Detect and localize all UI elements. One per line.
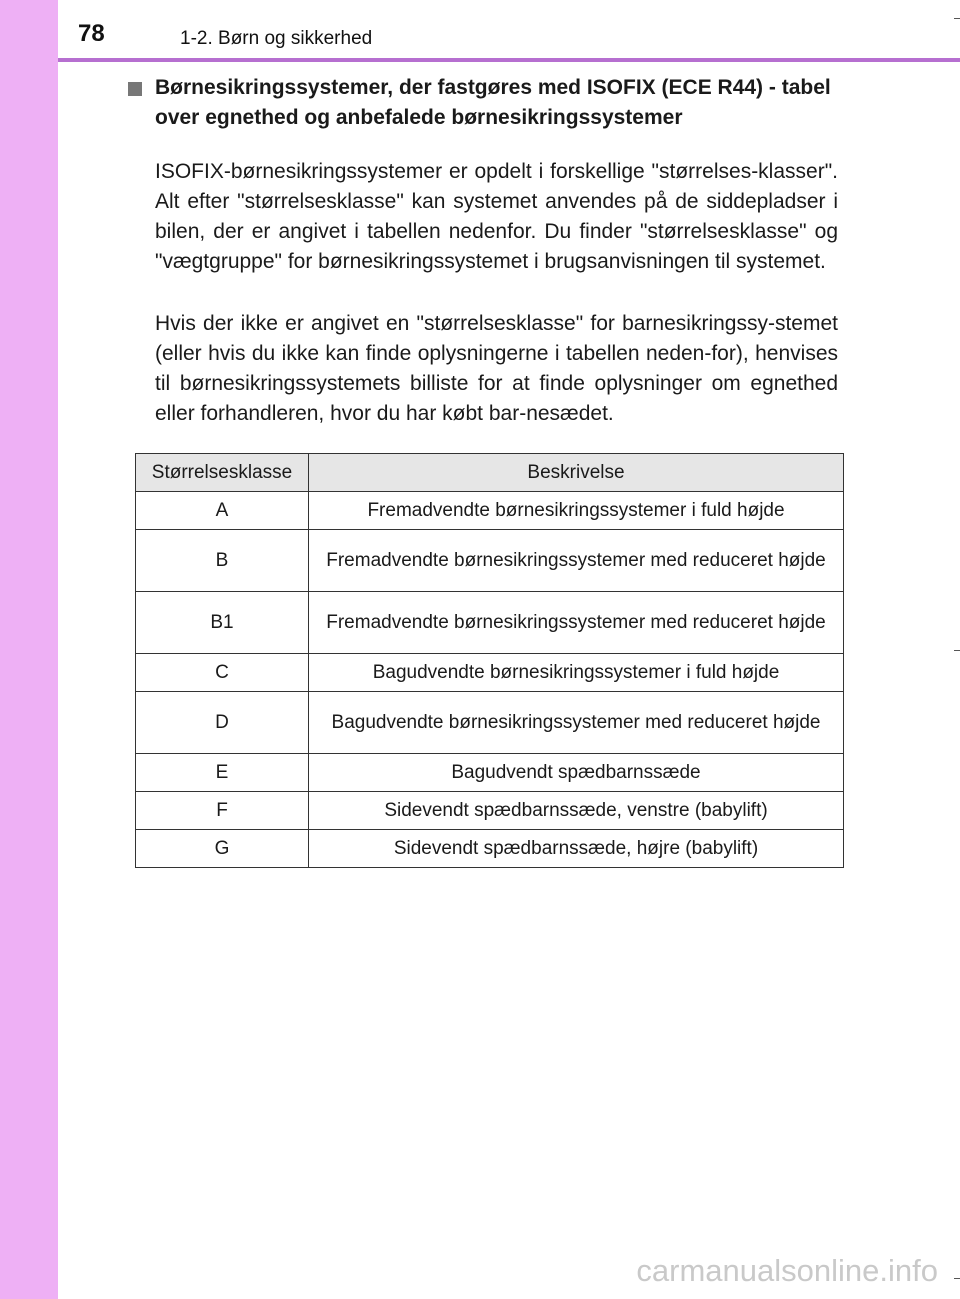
size-class-cell: C bbox=[136, 654, 309, 692]
header-divider bbox=[58, 58, 960, 62]
table-header-row bbox=[136, 454, 844, 492]
description-cell: Bagudvendte børnesikringssystemer med reduceret højde bbox=[309, 692, 844, 754]
table-row bbox=[136, 792, 844, 830]
description-cell: Fremadvendte børnesikringssystemer med reduceret højde bbox=[309, 530, 844, 592]
section-heading-text: Børnesikringssystemer, der fastgøres med ISOFIX (ECE R44) - tabel over egnethed og anbefalede børnesikringssystemer bbox=[155, 76, 831, 129]
crop-mark bbox=[954, 1278, 960, 1279]
size-class-cell: E bbox=[136, 754, 309, 792]
table-row bbox=[136, 692, 844, 754]
crop-mark bbox=[954, 650, 960, 651]
table-row bbox=[136, 530, 844, 592]
table-row bbox=[136, 830, 844, 868]
table-row bbox=[136, 592, 844, 654]
body-paragraph: Hvis der ikke er angivet en "størrelsesklasse" for barnesikringssy-stemet (eller hvis du ikke kan finde oplysningerne i tabellen neden-for), henvises til børnesikringssystemets billiste for at finde oplysninger om egnethed eller forhandleren, hvor du har købt bar-nesædet. bbox=[155, 312, 838, 425]
description-cell: Bagudvendte børnesikringssystemer i fuld højde bbox=[309, 654, 844, 692]
size-class-cell: D bbox=[136, 692, 309, 754]
size-class-cell: F bbox=[136, 792, 309, 830]
column-header-size-class: Størrelsesklasse bbox=[136, 454, 309, 492]
description-cell: Bagudvendt spædbarnssæde bbox=[309, 754, 844, 792]
table-row bbox=[136, 754, 844, 792]
watermark-text: carmanualsonline.info bbox=[636, 1253, 938, 1288]
size-class-cell: A bbox=[136, 492, 309, 530]
chapter-title: 1-2. Børn og sikkerhed bbox=[180, 28, 373, 49]
size-class-cell: B bbox=[136, 530, 309, 592]
table-row bbox=[136, 492, 844, 530]
size-class-cell: G bbox=[136, 830, 309, 868]
column-header-description: Beskrivelse bbox=[309, 454, 844, 492]
table-row bbox=[136, 654, 844, 692]
size-class-table bbox=[135, 453, 844, 868]
size-class-cell: B1 bbox=[136, 592, 309, 654]
page-number: 78 bbox=[78, 20, 105, 47]
description-cell: Fremadvendte børnesikringssystemer i fuld højde bbox=[309, 492, 844, 530]
crop-mark bbox=[954, 18, 960, 19]
description-cell: Sidevendt spædbarnssæde, venstre (babylift) bbox=[309, 792, 844, 830]
description-cell: Fremadvendte børnesikringssystemer med reduceret højde bbox=[309, 592, 844, 654]
description-cell: Sidevendt spædbarnssæde, højre (babylift) bbox=[309, 830, 844, 868]
side-tab-bar bbox=[0, 0, 58, 1299]
body-paragraph: ISOFIX-børnesikringssystemer er opdelt i forskellige "størrelses-klasser". Alt efter "størrelsesklasse" kan systemet anvendes på de siddepladser i bilen, der er angivet i tabellen nedenfor. Du finder "størrelsesklasse" og "vægtgruppe" for børnesikringssystemet i brugsanvisningen til systemet. bbox=[155, 160, 838, 273]
square-bullet-icon bbox=[128, 82, 142, 96]
section-heading bbox=[128, 73, 840, 133]
